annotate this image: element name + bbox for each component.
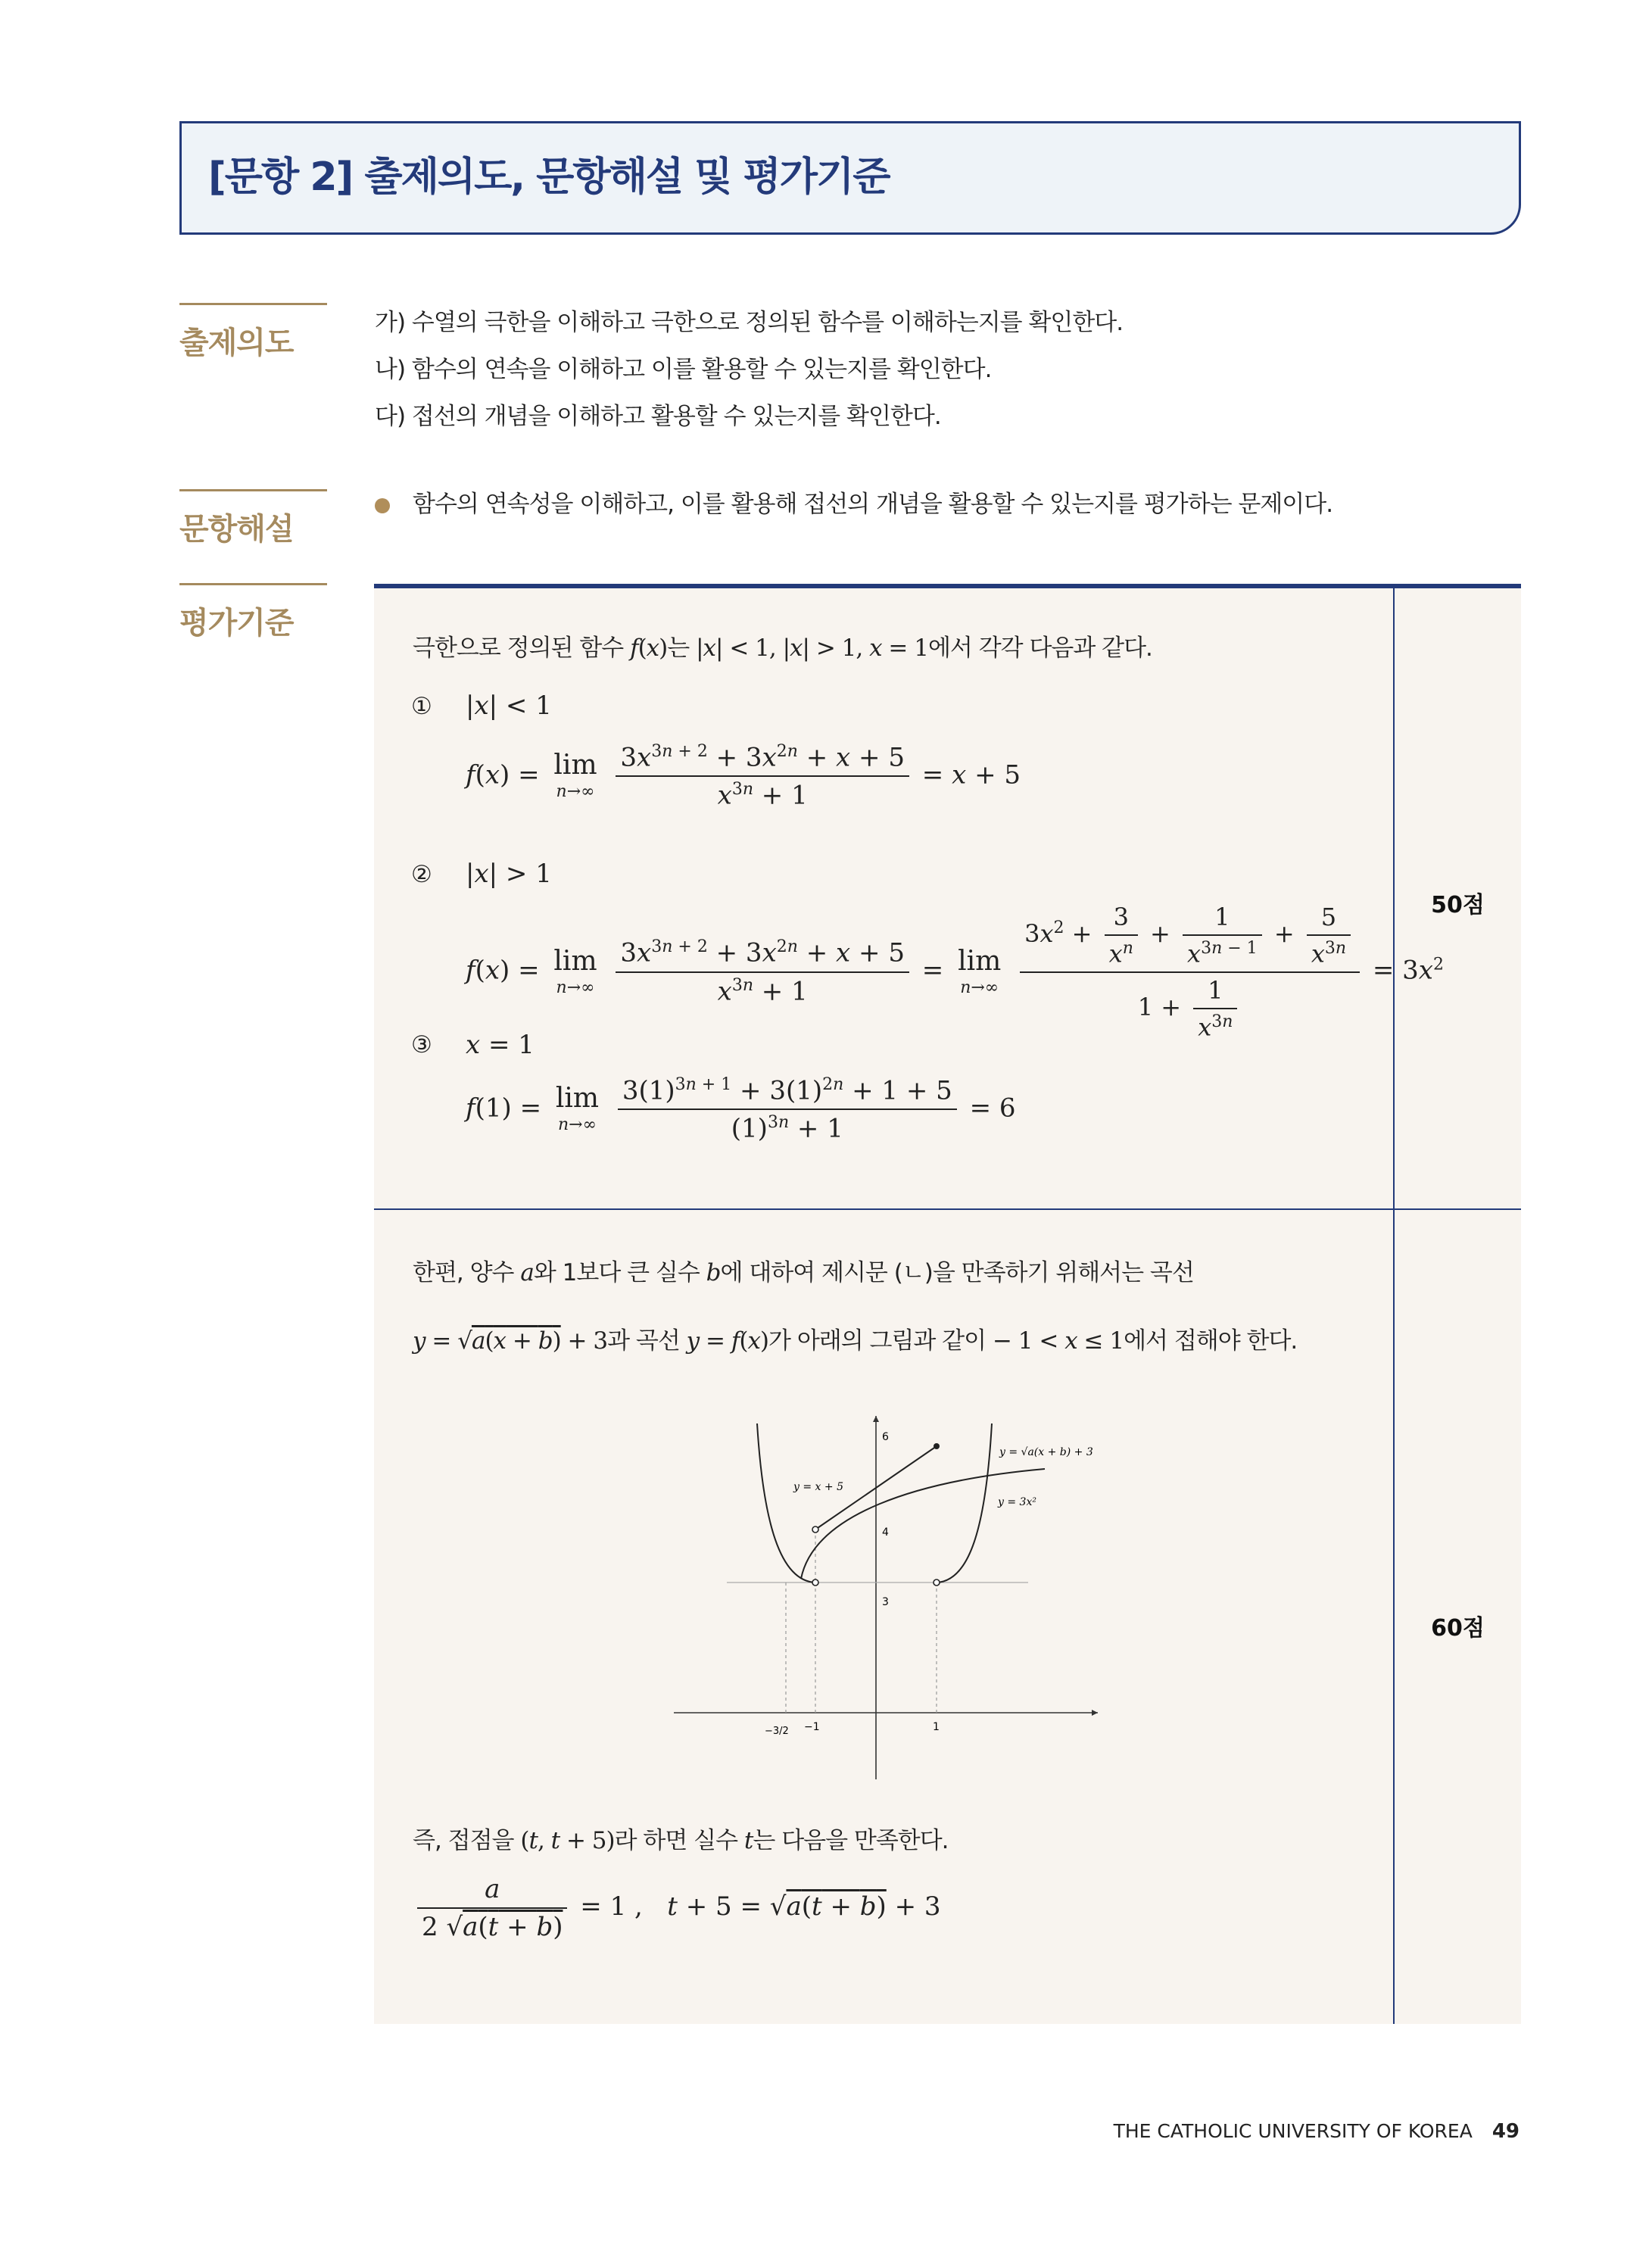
score-column-divider bbox=[1393, 588, 1395, 2024]
bullet-icon bbox=[375, 498, 390, 513]
x-tick-1: 1 bbox=[933, 1721, 940, 1733]
case1-condition: |x| < 1 bbox=[466, 691, 552, 721]
case2-marker: ② bbox=[411, 861, 432, 888]
case3-condition: x = 1 bbox=[466, 1030, 535, 1060]
row-divider bbox=[374, 1208, 1521, 1210]
case3-marker: ③ bbox=[411, 1031, 432, 1059]
page-title: [문항 2] 출제의도, 문항해설 및 평가기준 bbox=[208, 154, 890, 200]
y-tick-3: 3 bbox=[882, 1596, 889, 1608]
y-tick-6: 6 bbox=[882, 1431, 889, 1443]
footer bbox=[1114, 2120, 1520, 2143]
label-sqrt-curve: y = √a(x + b) + 3 bbox=[999, 1446, 1093, 1458]
intent-label: 출제의도 bbox=[179, 303, 327, 362]
part1-intro: 극한으로 정의된 함수 f(x)는 |x| < 1, |x| > 1, x = 1에서 각각 다음과 같다. bbox=[413, 635, 1152, 662]
part2-line3: 즉, 접점을 (t, t + 5)라 하면 실수 t는 다음을 만족한다. bbox=[413, 1827, 949, 1854]
part2-line2: y = √a(x + b) + 3과 곡선 y = f(x)가 아래의 그림과 같이 − 1 < x ≤ 1에서 접해야 한다. bbox=[413, 1327, 1298, 1355]
intent-item: 나) 함수의 연속을 이해하고 이를 활용할 수 있는지를 확인한다. bbox=[375, 356, 992, 383]
intent-item: 가) 수열의 극한을 이해하고 극한으로 정의된 함수를 이해하는지를 확인한다. bbox=[375, 309, 1124, 336]
page-number: 49 bbox=[1491, 2120, 1520, 2143]
case2-formula: f(x) = lim n→∞ $\frac{3x^{3n + 2} + 3x^{2n} + x + 5}{x^{3n} + 1}$ = lim n→∞ $3x^2$ + $\frac{3}{x^n}$ + $\frac{1}{x^{3n - 1}}$ + $\frac{5}{x^{3n}}$ 1 + $\frac{1}{x^{3n}}$ = $3x^2$ bbox=[466, 903, 1444, 1042]
part2-line1: 한편, 양수 a와 1보다 큰 실수 b에 대하여 제시문 (ㄴ)을 만족하기 위해서는 곡선 bbox=[413, 1259, 1194, 1286]
tangent-condition-formula: $\frac{a}{2 √a(t + b)}$ = 1 , t + 5 = √a(t + b) + 3 bbox=[413, 1874, 941, 1942]
analysis-sentence: 함수의 연속성을 이해하고, 이를 활용해 접선의 개념을 활용할 수 있는지를 평가하는 문제이다. bbox=[413, 491, 1333, 518]
analysis-label: 문항해설 bbox=[179, 489, 327, 548]
criteria-label: 평가기준 bbox=[179, 583, 327, 642]
intent-list bbox=[375, 299, 1123, 440]
intent-item: 다) 접선의 개념을 이해하고 활용할 수 있는지를 확인한다. bbox=[375, 403, 941, 430]
score-part2: 60점 bbox=[1431, 1615, 1485, 1642]
score-part1: 50점 bbox=[1431, 892, 1485, 918]
footer-university: THE CATHOLIC UNIVERSITY OF KOREA bbox=[1113, 2120, 1473, 2142]
case3-formula: f(1) = lim n→∞ $\frac{3(1)^{3n + 1} + 3(1)^{2n} + 1 + 5}{(1)^{3n} + 1}$ = 6 bbox=[466, 1075, 1016, 1144]
title-box bbox=[179, 121, 1521, 235]
case1-marker: ① bbox=[411, 693, 432, 720]
y-tick-4: 4 bbox=[882, 1526, 889, 1539]
label-quadratic: y = 3x² bbox=[998, 1496, 1036, 1508]
case2-condition: |x| > 1 bbox=[466, 859, 552, 889]
label-line: y = x + 5 bbox=[793, 1481, 843, 1493]
analysis-text bbox=[375, 485, 1333, 519]
case1-formula: f(x) = lim n→∞ $\frac{3x^{3n + 2} + 3x^{2n} + x + 5}{x^{3n} + 1}$ = x + 5 bbox=[466, 742, 1021, 811]
x-tick-minus-1: −1 bbox=[804, 1721, 820, 1733]
tangent-graph bbox=[666, 1408, 1105, 1787]
x-tick-minus-three-halves: −3/2 bbox=[765, 1726, 789, 1737]
